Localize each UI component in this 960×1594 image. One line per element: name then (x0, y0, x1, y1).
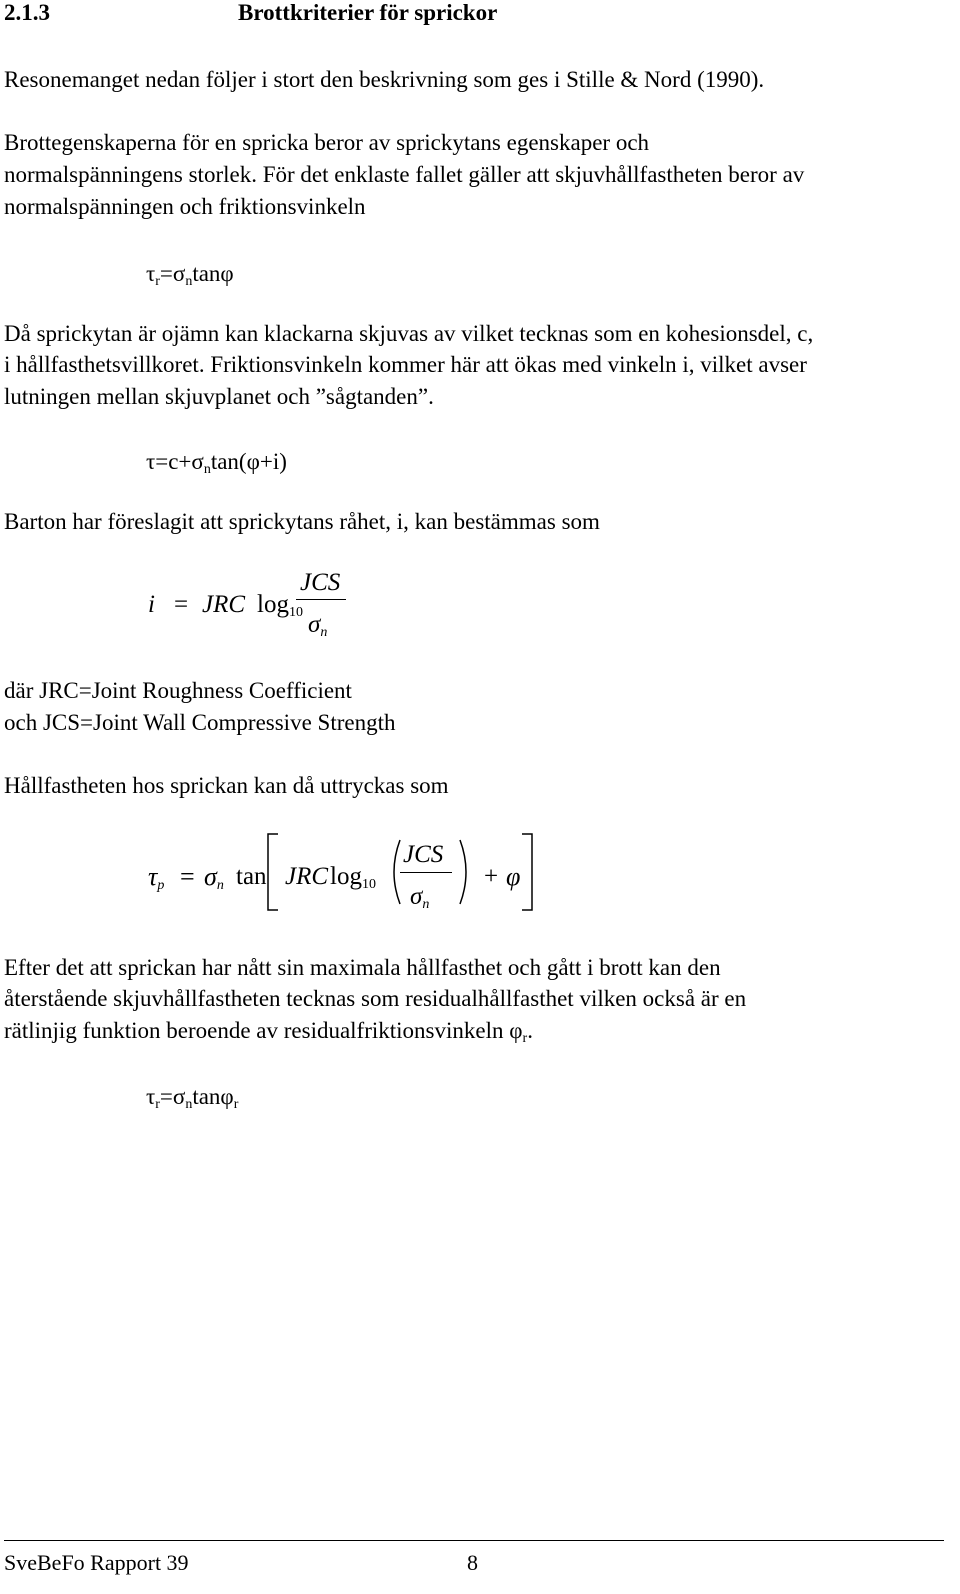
footer-report: SveBeFo Rapport 39 (4, 1550, 189, 1575)
section-number: 2.1.3 (4, 0, 50, 25)
equation-cohesion: $\tau=c+\sigma_n\tan(\varphi+i)$ (146, 449, 287, 477)
paragraph-line: normalspänningens storlek. För det enklaste fallet gäller att skjuvhållfastheten beror av (4, 162, 805, 187)
paragraph-line: i hållfasthetsvillkoret. Friktionsvinkeln kommer här att ökas med vinkeln i, vilket avser (4, 352, 807, 377)
paragraph-line: Hållfastheten hos sprickan kan då uttryckas som (4, 773, 449, 798)
paragraph-line: rätlinjig funktion beroende av residualfriktionsvinkeln $\varphi_r$. (4, 1018, 533, 1046)
paragraph-line: återstående skjuvhållfastheten tecknas som residualhållfasthet vilken också är en (4, 986, 747, 1011)
paragraph-line: Då sprickytan är ojämn kan klackarna skjuvas av vilket tecknas som en kohesionsdel, c, (4, 321, 814, 346)
section-title: Brottkriterier för sprickor (238, 0, 498, 25)
footer-rule (4, 1540, 944, 1541)
paragraph-line: Efter det att sprickan har nått sin maximala hållfasthet och gått i brott kan den (4, 955, 721, 980)
fraction-bar (296, 599, 346, 600)
paragraph-line: Brottegenskaperna för en spricka beror av sprickytans egenskaper och (4, 130, 650, 155)
paragraph-line: Resonemanget nedan följer i stort den beskrivning som ges i Stille & Nord (1990). (4, 67, 765, 92)
equation-residual-strength: $\tau_r=\sigma_n\tan\varphi_r$ (146, 1084, 239, 1112)
fraction-bar (400, 872, 452, 873)
paragraph-line: och JCS=Joint Wall Compressive Strength (4, 710, 396, 735)
page-number: 8 (467, 1550, 478, 1575)
paragraph-line: där JRC=Joint Roughness Coefficient (4, 678, 352, 703)
paragraph-line: Barton har föreslagit att sprickytans råhet, i, kan bestämmas som (4, 509, 600, 534)
paragraph-line: lutningen mellan skjuvplanet och ”sågtanden”. (4, 384, 434, 409)
paragraph-line: normalspänningen och friktionsvinkeln (4, 194, 366, 219)
equation-shear-strength: $\tau_r=\sigma_n\tan\varphi$ (146, 261, 234, 289)
